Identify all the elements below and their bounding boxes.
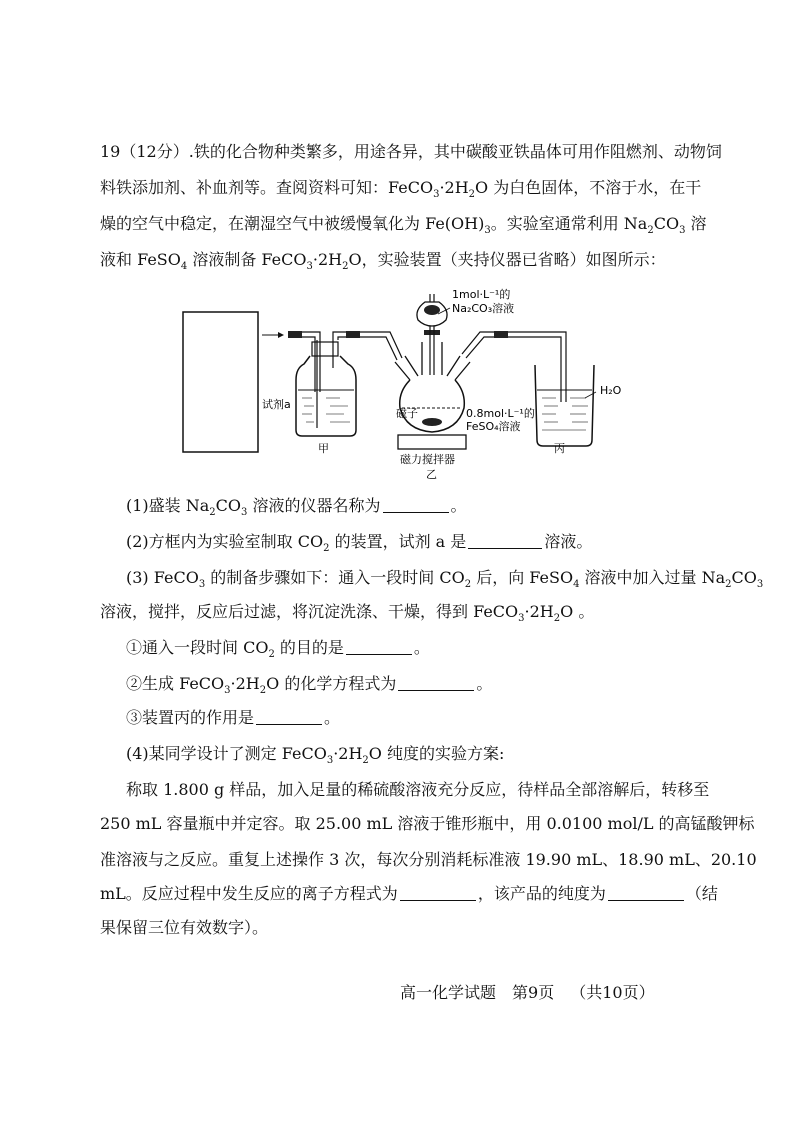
part-3: (3) FeCO$_3$ 的制备步骤如下：通入一段时间 $CO_2$ 后，向 FeSO$_4$ 溶液中加入过量 $Na_2CO_3$	[126, 568, 764, 591]
na2co3-label-1: 1mol·L⁻¹的	[452, 288, 511, 301]
page-footer	[400, 980, 671, 1003]
answer-blank-3[interactable]	[346, 638, 412, 655]
part-3-sub-2: ②生成 $FeCO_3\cdot 2H_2O$ 的化学方程式为 。	[126, 674, 493, 697]
part-4-line-4: mL。反应过程中发生反应的离子方程式为 ，该产品的纯度为 （结	[100, 884, 718, 903]
reagent-a-label: 试剂a	[262, 398, 291, 411]
part-2: (2)方框内为实验室制取 $CO_2$ 的装置，试剂 a 是 溶液。	[126, 532, 593, 555]
label-bing: 丙	[554, 442, 565, 455]
part-3-sub-1: ①通入一段时间 $CO_2$ 的目的是 。	[126, 638, 430, 661]
part-3-line-2: 溶液，搅拌，反应后过滤，将沉淀洗涤、干燥，得到 $FeCO_3\cdot 2H_2O$ 。	[100, 602, 595, 625]
part-1: (1)盛装 $Na_2CO_3$ 溶液的仪器名称为 。	[126, 496, 467, 519]
part-4-line-5: 果保留三位有效数字）。	[100, 918, 269, 937]
part-4-line-2: 250 mL 容量瓶中并定容。取 25.00 mL 溶液于锥形瓶中，用 0.0100 mol/L 的高锰酸钾标	[100, 814, 755, 833]
part-4-line-3: 准溶液与之反应。重复上述操作 3 次，每次分别消耗标准液 19.90 mL、18.90 mL、20.10	[100, 850, 757, 869]
answer-blank-1[interactable]	[383, 496, 449, 513]
feso4-label-1: 0.8mol·L⁻¹的	[466, 407, 535, 420]
footer-total: （共10页）	[570, 983, 655, 1002]
wash-bottle-jia	[296, 340, 356, 436]
part-4-line-1: 称取 1.800 g 样品，加入足量的稀硫酸溶液充分反应，待样品全部溶解后，转移至	[126, 780, 710, 799]
question-line-3: 燥的空气中稳定，在潮湿空气中被缓慢氧化为 $Fe(OH)_3$。实验室通常利用 $Na_2CO_3$ 溶	[100, 214, 707, 237]
question-line-1: 19（12分）.铁的化合物种类繁多，用途各异，其中碳酸亚铁晶体可用作阻燃剂、动物饲	[100, 142, 722, 161]
magnetic-stirrer	[398, 435, 466, 449]
feso4-label-2: FeSO₄溶液	[466, 420, 521, 433]
part-4: (4)某同学设计了测定 $FeCO_3\cdot 2H_2O$ 纯度的实验方案:	[126, 744, 505, 767]
footer-page: 第9页	[512, 983, 555, 1002]
part-3-sub-3: ③装置丙的作用是 。	[126, 708, 341, 727]
label-yi: 乙	[426, 468, 437, 481]
answer-blank-2[interactable]	[468, 532, 542, 549]
answer-blank-6[interactable]	[400, 884, 476, 901]
answer-blank-4[interactable]	[398, 674, 474, 691]
footer-title: 高一化学试题	[400, 983, 497, 1002]
stir-bar-label: 磁子	[396, 407, 418, 420]
stirrer-label: 磁力搅拌器	[400, 453, 455, 466]
water-label: H₂O	[600, 384, 622, 397]
co2-generator-box	[183, 312, 258, 452]
question-line-2: 料铁添加剂、补血剂等。查阅资料可知：$FeCO_3\cdot 2H_2O$ 为白色固体，不溶于水，在干	[100, 178, 702, 201]
answer-blank-5[interactable]	[256, 708, 322, 725]
answer-blank-7[interactable]	[608, 884, 684, 901]
apparatus-diagram	[0, 280, 800, 490]
question-number: 19（12分）.	[100, 142, 194, 161]
label-jia: 甲	[318, 442, 329, 455]
question-line-4: 液和 FeSO$_4$ 溶液制备 $FeCO_3\cdot 2H_2O$，实验装置（夹持仪器已省略）如图所示：	[100, 250, 666, 273]
na2co3-label-2: Na₂CO₃溶液	[452, 302, 515, 315]
